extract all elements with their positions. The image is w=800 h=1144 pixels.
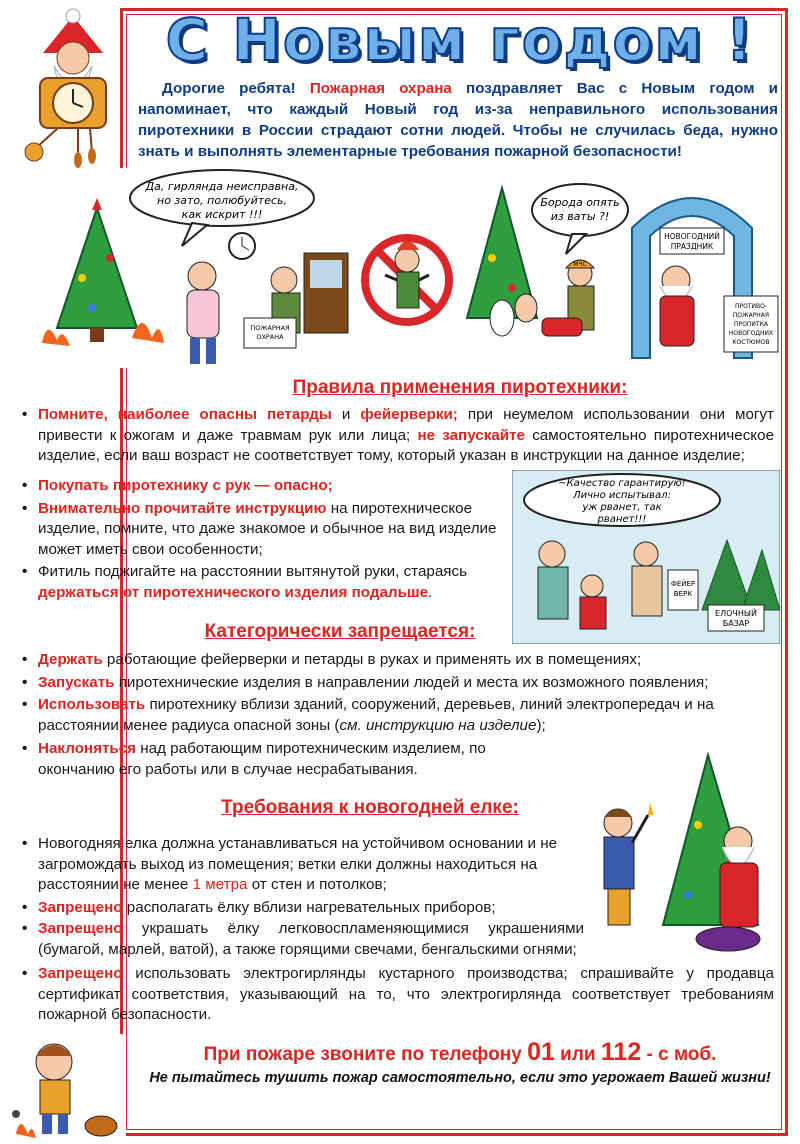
intro-paragraph: Дорогие ребята! Пожарная охрана поздравляет Вас с Новым годом и напоминает, что каждый Новый год из-за неправильного использования пиротехники в России страдают сотни людей. Чтобы не случилась беда, нужно знать и выполнять элементарные требования пожарной безопасности! (138, 80, 778, 160)
svg-text:НОВОГОДНИХ: НОВОГОДНИХ (728, 330, 774, 337)
santa-tree-cartoon (588, 745, 776, 955)
svg-text:КОСТЮМОВ: КОСТЮМОВ (732, 339, 770, 346)
tree-rules-list (22, 834, 562, 920)
fireworks-seller-cartoon (512, 470, 780, 644)
tree-rules-list-2 (22, 919, 584, 962)
svg-text:ПРОТИВО-: ПРОТИВО- (734, 303, 768, 310)
list-item: • Запрещено использовать электрогирлянды кустарного производства; спрашивайте у продавца сертификат соответствия, указывающий на то, что электрогирлянда соответствует требованиям пожарной безопасности. (22, 964, 774, 1026)
svg-text:ВЕРК: ВЕРК (673, 590, 693, 598)
svg-text:ОХРАНА: ОХРАНА (256, 333, 284, 341)
svg-text:Да, гирлянда неисправна,: Да, гирлянда неисправна, (145, 180, 299, 193)
safety-warning: Не пытайтесь тушить пожар самостоятельно, если это угрожает Вашей жизни! (149, 1070, 771, 1086)
svg-text:ЕЛОЧНЫЙ: ЕЛОЧНЫЙ (715, 609, 757, 618)
section-heading-prohibited: Категорически запрещается: (204, 621, 476, 642)
list-item: • Держать работающие фейерверки и петарды в руках и применять их в помещениях; (22, 650, 774, 671)
section-heading-tree: Требования к новогодней елке: (221, 797, 519, 818)
svg-text:ПОЖАРНАЯ: ПОЖАРНАЯ (250, 324, 290, 332)
svg-text:МЧС: МЧС (573, 261, 587, 268)
svg-text:Борода опять: Борода опять (540, 196, 620, 209)
pyrotechnics-rules-list-2 (22, 476, 506, 605)
no-fireworks-icon (355, 220, 460, 340)
list-item: • Запрещено располагать ёлку вблизи нагревательных приборов; (22, 898, 562, 919)
list-item: • Покупать пиротехнику с рук — опасно; (22, 476, 506, 497)
santa-clock-illustration (18, 8, 128, 168)
svg-text:НОВОГОДНИЙ: НОВОГОДНИЙ (664, 232, 720, 241)
svg-text:БАЗАР: БАЗАР (722, 619, 750, 628)
crying-boy-cartoon (6, 1034, 126, 1142)
svg-text:как искрит !!!: как искрит !!! (181, 208, 263, 221)
prohibited-rules-list (22, 650, 774, 738)
page-title: С Новым годом ! (165, 6, 755, 74)
santa-beard-cartoon (462, 168, 780, 368)
svg-text:ФЕЙЕР: ФЕЙЕР (670, 580, 696, 588)
list-item: • Запрещено украшать ёлку легковоспламеняющимися украшениями (бумагой, марлей, ватой), а также горящими свечами, бенгальскими огнями; (22, 919, 584, 960)
svg-text:но зато, полюбуйтесь,: но зато, полюбуйтесь, (157, 194, 287, 207)
list-item: • Запускать пиротехнические изделия в направлении людей и места их возможного появления; (22, 673, 774, 694)
svg-text:~Качество гарантирую!: ~Качество гарантирую! (558, 478, 686, 489)
svg-text:из ваты ?!: из ваты ?! (550, 210, 610, 223)
svg-text:уж рванет, так: уж рванет, так (582, 502, 662, 513)
pyrotechnics-rules-list (22, 405, 774, 469)
emergency-phone: При пожаре звоните по телефону 01 или 112 - с моб. (203, 1038, 717, 1066)
tree-rules-list-3 (22, 964, 774, 1028)
prohibited-rules-list-2 (22, 739, 512, 782)
list-item: • Фитиль поджигайте на расстоянии вытянутой руки, стараясь держаться от пиротехнического изделия подальше. (22, 562, 506, 603)
svg-text:рванет!!!: рванет!!! (597, 514, 647, 525)
list-item: • Использовать пиротехнику вблизи зданий, сооружений, деревьев, линий электропередач и на расстоянии менее радиуса опасной зоны (см. инструкцию на изделие); (22, 695, 774, 736)
svg-text:ПРАЗДНИК: ПРАЗДНИК (670, 242, 714, 251)
list-item: • Новогодняя елка должна устанавливаться на устойчивом основании и не загромождать выход из помещения; ветки елки должны находиться на расстоянии не менее 1 метра от стен и потолков; (22, 834, 562, 896)
svg-text:ПРОПИТКА: ПРОПИТКА (734, 321, 768, 328)
garland-cartoon (22, 168, 352, 368)
svg-text:ПОЖАРНАЯ: ПОЖАРНАЯ (732, 312, 770, 319)
list-item: • Внимательно прочитайте инструкцию на пиротехническое изделие, помните, что даже знакомое и обычное на вид изделие может иметь свои особенности; (22, 499, 506, 561)
list-item: • Наклоняться над работающим пиротехническим изделием, по окончанию его работы или в случае несрабатывания. (22, 739, 512, 780)
section-heading-pyrotechnics: Правила применения пиротехники: (292, 377, 628, 398)
svg-text:Лично испытывал:: Лично испытывал: (573, 490, 671, 501)
list-item: • Помните, наиболее опасны петарды и фейерверки; при неумелом использовании они могут привести к ожогам и даже травмам рук или лица; не запускайте самостоятельно пиротехническое изделие, если ваш возраст не соответствует тому, который указан в инструкции на данное изделие; (22, 405, 774, 467)
